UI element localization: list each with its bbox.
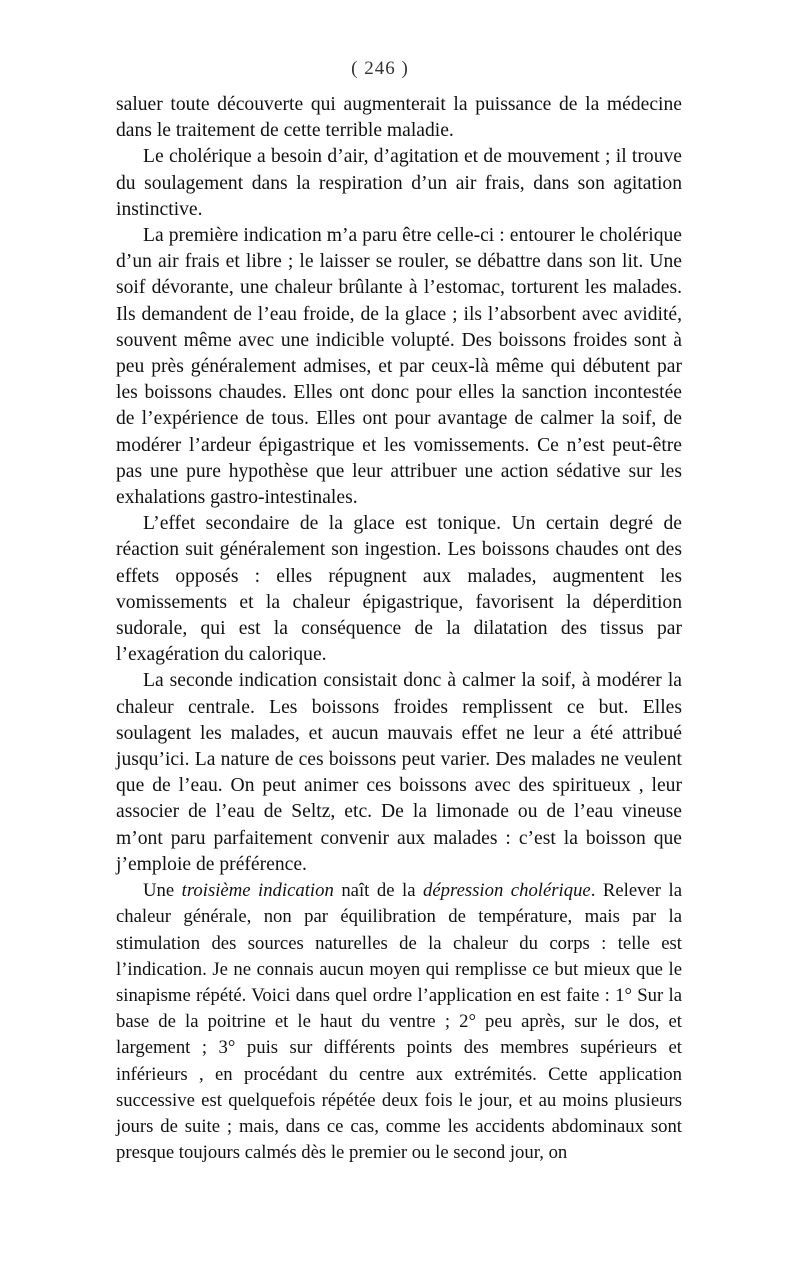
third-italic-depression: dépression cholérique [423, 880, 591, 902]
paragraph-glace-effect: L’effet secondaire de la glace est tonique. Un certain degré de réaction suit généralement son ingestion. Les boissons chaudes ont des effets opposés : elles répugnent aux malades, augmentent les vomissements et la chaleur épigastrique, favorisent la déperdition sudorale, qui est la conséquence de la dilatation des tissus par l’exagération du calorique. [116, 513, 682, 666]
paragraph-continuation: saluer toute découverte qui augmenterait la puissance de la médecine dans le traitement de cette terrible maladie. [116, 94, 682, 142]
paragraph-third-indication [116, 878, 682, 1166]
page-number: ( 246 ) [351, 58, 409, 79]
body-text [116, 92, 682, 1166]
third-mid: naît de la [333, 880, 424, 902]
paragraph-second-indication: La seconde indication consistait donc à calmer la soif, à modérer la chaleur centrale. Les boissons froides remplissent ce but. Elles soulagent les malades, et aucun mauvais effet ne leur a été attribué jusqu’ici. La nature de ces boissons peut varier. Des malades ne veulent que de l’eau. On peut animer ces boissons avec des spiritueux , leur associer de l’eau de Seltz, etc. De la limonade ou de l’eau vineuse m’ont paru parfaitement convenir aux malades : c’est la boisson que j’emploie de préférence. [116, 670, 682, 875]
paragraph-first-indication: La première indication m’a paru être celle-ci : entourer le cholérique d’un air frais et libre ; le laisser se rouler, se débattre dans son lit. Une soif dévorante, une chaleur brûlante à l’estomac, torturent les malades. Ils demandent de l’eau froide, de la glace ; ils l’absorbent avec avidité, souvent même avec une indicible volupté. Des boissons froides sont à peu près généralement admises, et par ceux-là même qui débutent par les boissons chaudes. Elles ont donc pour elles la sanction incontestée de l’expérience de tous. Elles ont pour avantage de calmer la soif, de modérer l’ardeur épigastrique et les vomissements. Ce n’est peut-être pas une pure hypothèse que leur attribuer une action sédative sur les exhalations gastro-intestinales. [116, 225, 682, 509]
paragraph-cholerique-air: Le cholérique a besoin d’air, d’agitation et de mouvement ; il trouve du soulagement dans la respiration d’un air frais, dans son agitation instinctive. [116, 146, 682, 220]
third-italic-indication: troisième indication [181, 880, 334, 902]
third-rest: . Relever la chaleur générale, non par équilibration de température, mais par la stimulation des sources naturelles de la chaleur du corps : telle est l’indication. Je ne connais aucun moyen qui remplisse ce but mieux que le sinapisme répété. Voici dans quel ordre l’application en est faite : 1° Sur la base de la poitrine et le haut du ventre ; 2° peu après, sur le dos, et largement ; 3° puis sur différents points des membres supérieurs et inférieurs , en procédant du centre aux extrémités. Cette application successive est quelquefois répétée deux fois le jour, et au moins plusieurs jours de suite ; mais, dans ce cas, comme les accidents abdominaux sont presque toujours calmés dès le premier ou le second jour, on [116, 880, 683, 1164]
third-lead: Une [143, 880, 182, 902]
